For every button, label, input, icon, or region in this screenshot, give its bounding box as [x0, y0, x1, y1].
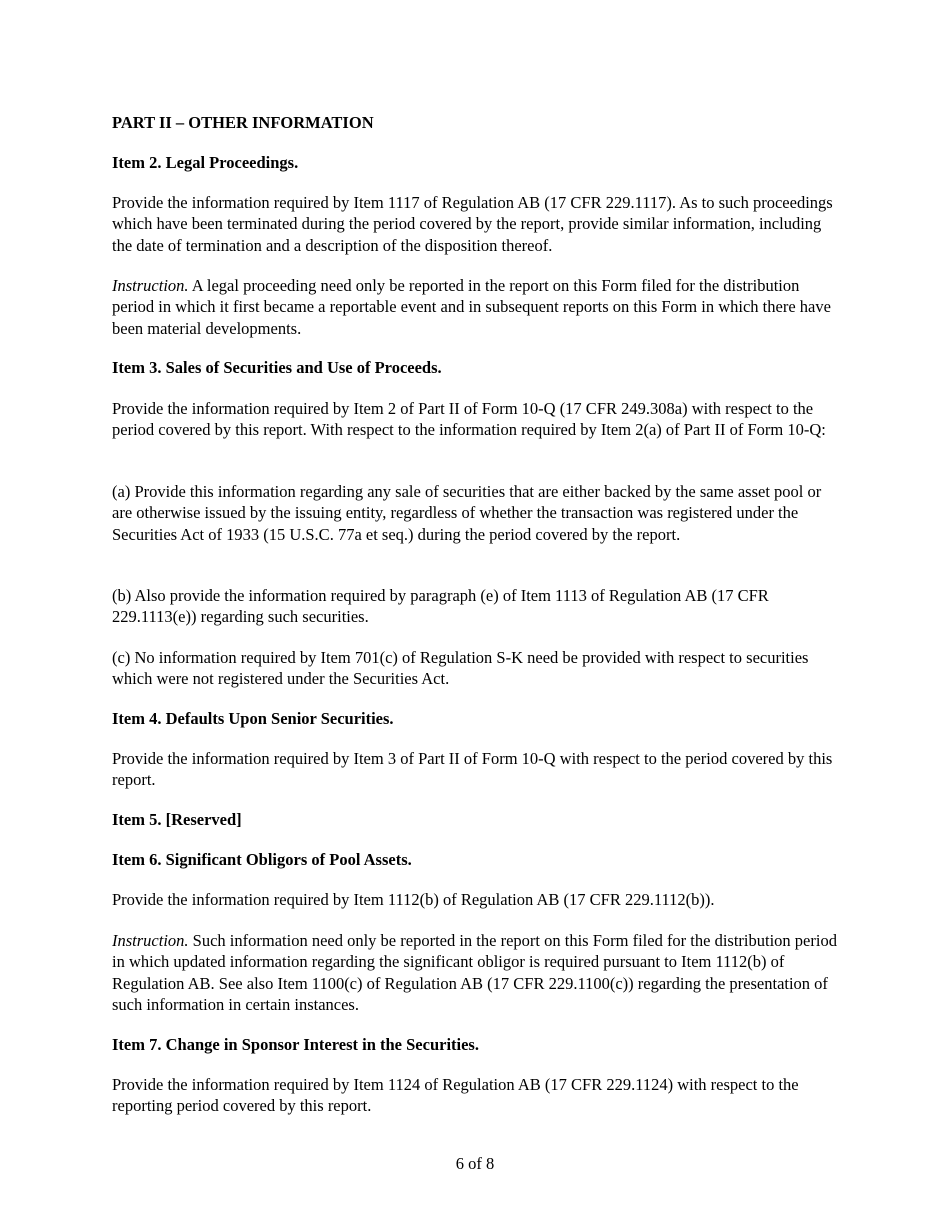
- item-4-body: Provide the information required by Item 3 of Part II of Form 10-Q with respect to the period covered by this report.: [112, 749, 833, 790]
- item-2-heading: Item 2. Legal Proceedings.: [112, 153, 299, 172]
- part-heading: PART II – OTHER INFORMATION: [112, 113, 374, 132]
- item-6-instruction: [112, 930, 842, 1016]
- instruction-text: A legal proceeding need only be reported in the report on this Form filed for the distribution period in which it first became a reportable event and in subsequent reports on this Form in which there have been material developments.: [112, 276, 831, 338]
- item-6-body: Provide the information required by Item 1112(b) of Regulation AB (17 CFR 229.1112(b)).: [112, 890, 715, 909]
- item-3-paragraph-b: (b) Also provide the information required by paragraph (e) of Item 1113 of Regulation AB (17 CFR 229.1113(e)) regarding such securities.: [112, 586, 769, 627]
- item-2-body: Provide the information required by Item 1117 of Regulation AB (17 CFR 229.1117). As to such proceedings which have been terminated during the period covered by the report, provide similar information, including the date of termination and a description of the disposition thereof.: [112, 193, 833, 255]
- instruction-label: Instruction.: [112, 931, 189, 950]
- page-number: 6 of 8: [455, 1154, 495, 1173]
- item-7-heading: Item 7. Change in Sponsor Interest in the Securities.: [112, 1035, 479, 1054]
- item-5-heading: Item 5. [Reserved]: [112, 810, 242, 829]
- item-3-paragraph-c: (c) No information required by Item 701(c) of Regulation S-K need be provided with respect to securities which were not registered under the Securities Act.: [112, 648, 809, 689]
- item-6-heading: Item 6. Significant Obligors of Pool Assets.: [112, 850, 412, 869]
- instruction-text: Such information need only be reported in the report on this Form filed for the distribution period in which updated information regarding the significant obligor is required pursuant to Item 1112(b) of Regulation AB. See also Item 1100(c) of Regulation AB (17 CFR 229.1100(c)) regarding the presentation of such information in certain instances.: [112, 931, 837, 1015]
- item-3-heading: Item 3. Sales of Securities and Use of Proceeds.: [112, 358, 442, 377]
- item-3-paragraph-a: (a) Provide this information regarding any sale of securities that are either backed by the same asset pool or are otherwise issued by the issuing entity, regardless of whether the transaction was registered under the Securities Act of 1933 (15 U.S.C. 77a et seq.) during the period covered by the report.: [112, 482, 822, 544]
- item-3-body: Provide the information required by Item 2 of Part II of Form 10-Q (17 CFR 249.308a) with respect to the period covered by this report. With respect to the information required by Item 2(a) of Part II of Form 10-Q:: [112, 399, 826, 440]
- item-4-heading: Item 4. Defaults Upon Senior Securities.: [112, 709, 394, 728]
- instruction-label: Instruction.: [112, 276, 189, 295]
- item-7-body: Provide the information required by Item 1124 of Regulation AB (17 CFR 229.1124) with respect to the reporting period covered by this report.: [112, 1075, 799, 1116]
- item-2-instruction: [112, 275, 842, 339]
